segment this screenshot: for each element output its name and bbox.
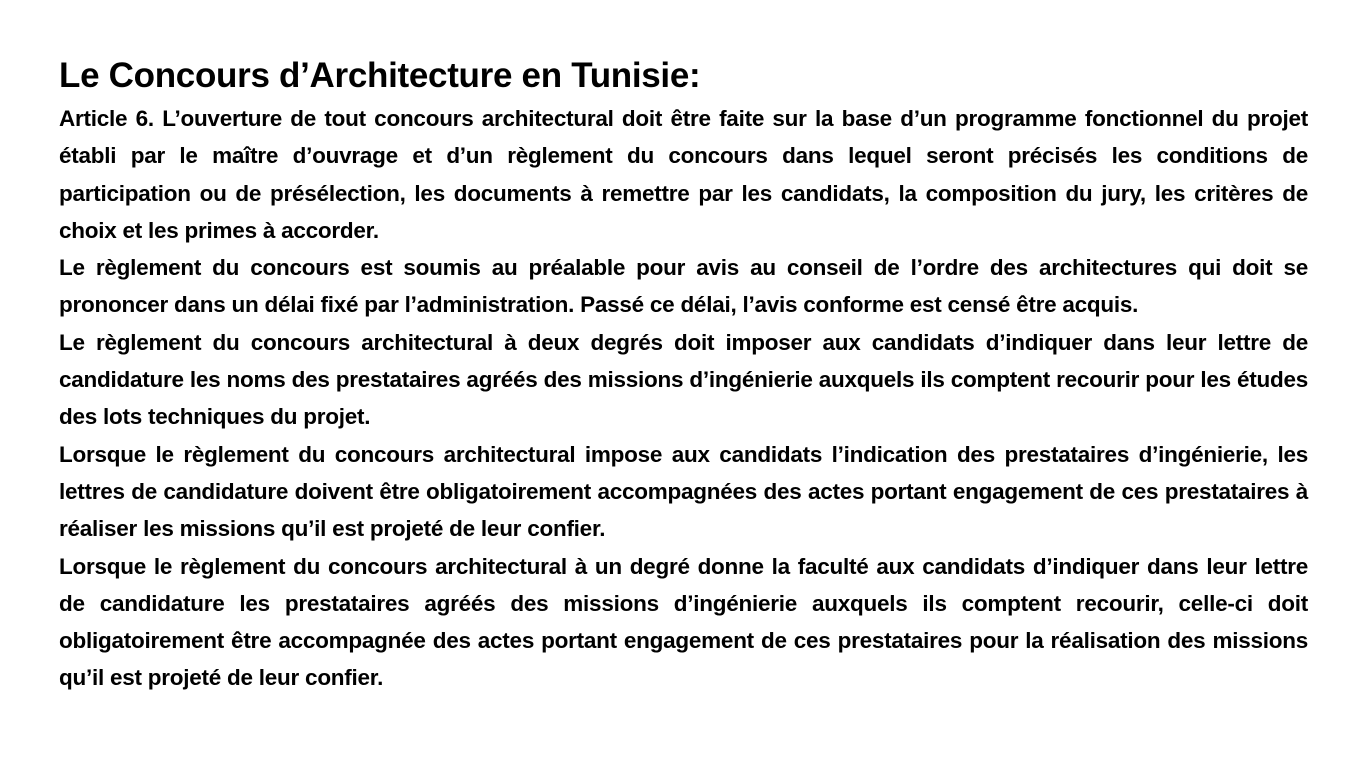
paragraph-reglement-avis: Le règlement du concours est soumis au préalable pour avis au conseil de l’ordre des architectures qui doit se prononcer dans un délai fixé par l’administration. Passé ce délai, l’avis conforme est censé être acquis. — [59, 255, 1308, 318]
slide-content — [59, 52, 1308, 697]
paragraph-deux-degres: Le règlement du concours architectural à deux degrés doit imposer aux candidats d’indiquer dans leur lettre de candidature les noms des prestataires agréés des missions d’ingénierie auxquels ils comptent recourir pour les études des lots techniques du projet. — [59, 329, 1308, 430]
slide-title: Le Concours d’Architecture en Tunisie: — [59, 56, 701, 95]
paragraph-prestataires-ingenierie: Lorsque le règlement du concours architectural impose aux candidats l’indication des prestataires d’ingénierie, les lettres de candidature doivent être obligatoirement accompagnées des actes portant engagement de ces prestataires à réaliser les missions qu’il est projeté de leur confier. — [59, 441, 1308, 542]
paragraph-un-degre: Lorsque le règlement du concours architectural à un degré donne la faculté aux candidats d’indiquer dans leur lettre de candidature les prestataires agréés des missions d’ingénierie auxquels ils comptent recourir, celle-ci doit obligatoirement être accompagnée des actes portant engagement de ces prestataires pour la réalisation des missions qu’il est projeté de leur confier. — [59, 553, 1308, 691]
paragraph-article-6: Article 6. L’ouverture de tout concours architectural doit être faite sur la base d’un programme fonctionnel du projet établi par le maître d’ouvrage et d’un règlement du concours dans lequel seront précisés les conditions de participation ou de présélection, les documents à remettre par les candidats, la composition du jury, les critères de choix et les primes à accorder. — [59, 106, 1308, 243]
